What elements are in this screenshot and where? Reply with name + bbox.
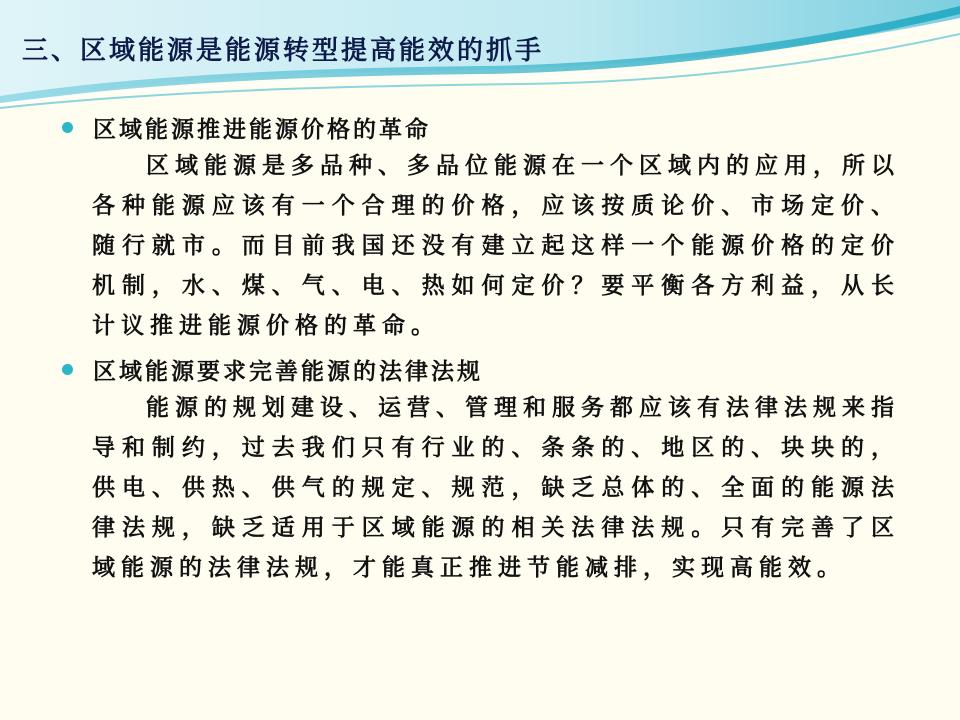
section-paragraph: 区域能源是多品种、多品位能源在一个区域内的应用，所以各种能源应该有一个合理的价格，应该按质论价、市场定价、随行就市。而目前我国还没有建立起这样一个能源价格的定价机制，水、煤、气、电、热如何定价？要平衡各方利益，从长计议推进能源价格的革命。 — [92, 152, 900, 339]
bullet-dot-icon — [62, 364, 73, 375]
slide-content — [62, 108, 908, 588]
section-paragraph: 能源的规划建设、运营、管理和服务都应该有法律法规来指导和制约，过去我们只有行业的、条条的、地区的、块块的，供电、供热、供气的规定、规范，缺乏总体的、全面的能源法律法规，缺乏适用于区域能源的相关法律法规。只有完善了区域能源的法律法规，才能真正推进节能减排，实现高能效。 — [92, 394, 900, 581]
section-energy-law — [62, 350, 908, 588]
bullet-item — [62, 108, 908, 146]
bullet-heading: 区域能源要求完善能源的法律法规 — [93, 357, 483, 385]
bullet-dot-icon — [62, 122, 73, 133]
slide-title: 三、区域能源是能源转型提高能效的抓手 — [22, 36, 545, 66]
section-energy-pricing — [62, 108, 908, 346]
bullet-item — [62, 350, 908, 388]
bullet-heading: 区域能源推进能源价格的革命 — [93, 115, 431, 143]
